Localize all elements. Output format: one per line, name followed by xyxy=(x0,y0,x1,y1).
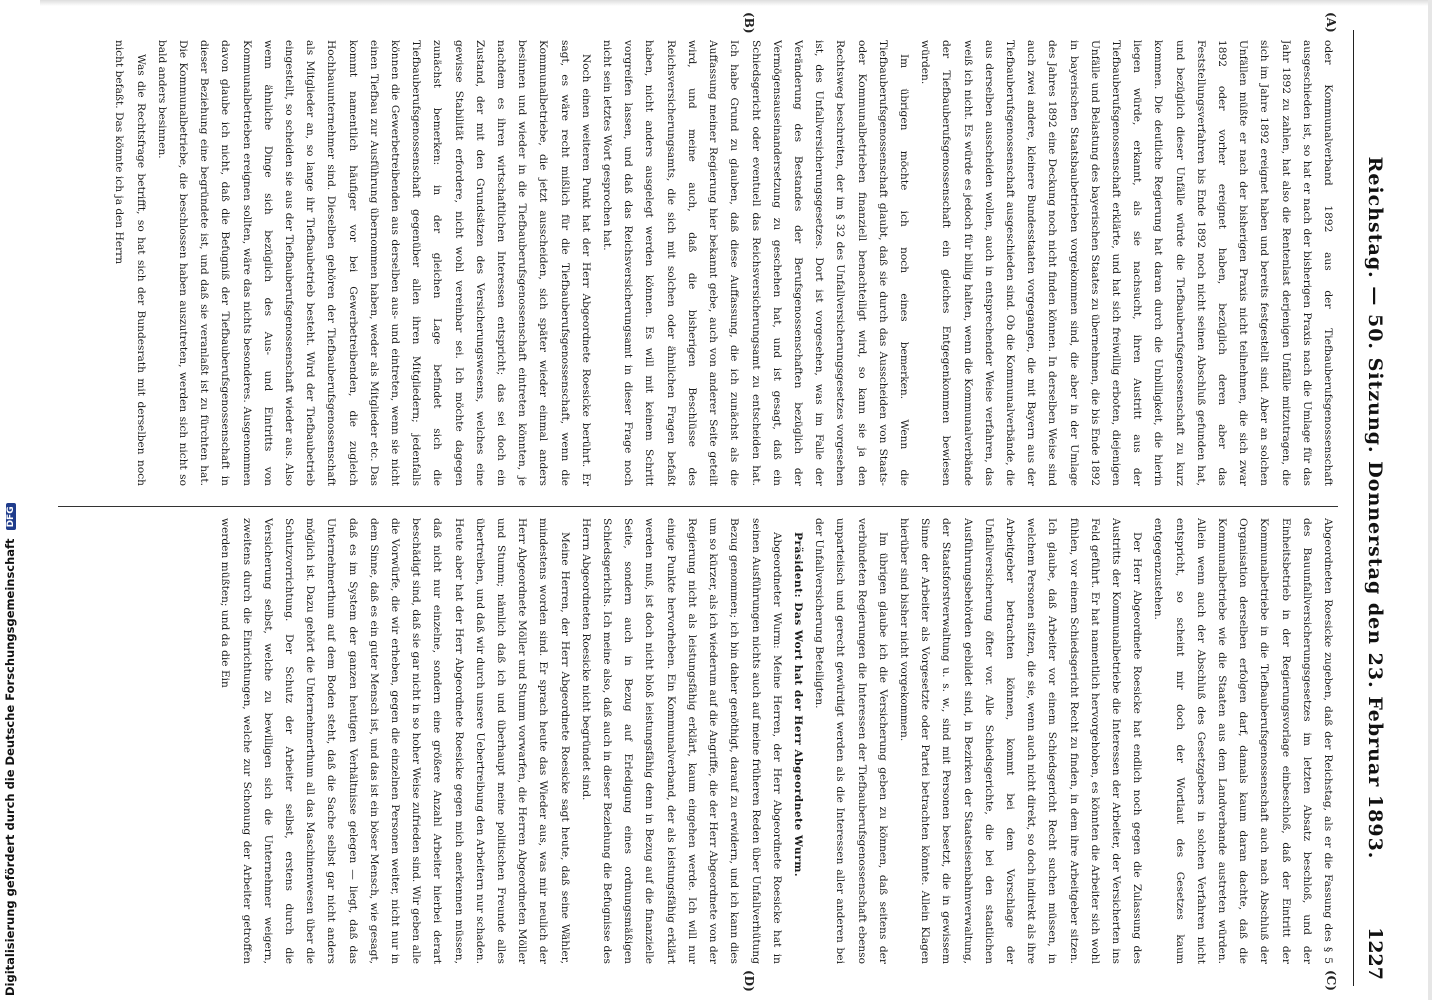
dfg-funding-note xyxy=(3,6,17,996)
paragraph: Im übrigen möchte ich noch eines bemerken. Wenn die Tiefbauberufsgenossenschaft glaubt, daß sie durch das Ausscheiden von Staats- oder Kommunalbetrieben finanziell benachteiligt wird, so kann sie ja den Rechtsweg beschreiten, der im § 32 des Unfallversicherungsgesetzes vorgesehen ist, des Unfallversicherungsgesetzes. Dort ist vorgesehen, was im Falle der Veränderung des Bestandes der Berufsgenossenschaften bezüglich der Vermögensauseinandersetzung zu geschehen hat, und ist gesagt, daß ein Schiedsgericht oder eventuell das Reichsversicherungsamt zu entscheiden hat. Ich habe Grund zu glauben, daß diese Auffassung, die ich zunächst als die Auffassung meiner Regierung hier bekannt gebe, auch von anderer Seite geteilt wird, und meine auch, daß die bisherigen Beschlüsse des Reichsversicherungsamts, die sich mit solchen oder ähnlichen Fragen befaßt haben, nicht anders ausgelegt werden können. Es will mit keinem Schritt vorgreifen lassen, und daß das Reichsversicherungsamt in dieser Frage noch nicht sein letztes Wort gesprochen hat. xyxy=(601,40,910,486)
paragraph: Meine Herren, der Herr Abgeordnete Roesicke sagt heute, daß seine Wähler, mindestens worden sind. Er sprach heute das Wieder aus, was mir neulich der Herr Abgeordnete Möller und Stumm vorwarfen, die Herren Abgeordneten Möller und Stumm; nämlich daß ich und überhaupt meine politischen Freunde alles übertreiben, und daß wir durch unsere Uebertreibung den Arbeitern nur schaden. Heute aber hat der Herr Abgeordnete Roesicke gegen mich anerkennen müssen, daß nicht nur einzelne, sondern eine größere Anzahl Arbeiter hierbei derart beschädigt sind, daß sie gar nicht in so hoher Weise zufrieden sind. Wir geben alle die Vorwürfe, die wir erheben, gegen die einzelnen Personen weiter, nicht nur in dem Sinne, daß es ein guter Mensch ist, und das ist ein böser Mensch, wie gesagt, daß es im System der ganzen heutigen Verhältnisse gelegen — liegt, daß das Unternehmerthum auf dem Boden steht, daß die Sache selbst gar nicht anders möglich ist. Dazu gehört die Unternehmerthum all das Maschinenwesen über die Schutzvorrichtung. Der Schutz der Arbeiter selbst, erstens durch die Versicherung selbst, welche zu bewilligen sich die Unternehmer weigern, zweitens durch die Einrichtungen, welche zur Schonung der Arbeiter getroffen werden müßten; und da die Ein xyxy=(219,518,571,964)
column-divider xyxy=(58,506,1338,507)
page-number: 1227 xyxy=(1364,927,1386,980)
paragraph: Abgeordneten Roesicke zugeben, daß der Reichstag, als er die Fassung des § 5 des Bauunfallversicherungsgesetzes im letzten Absatz beschloß, und der Einheitsbetrieb in der Regierungsvorlage einbeschloß, daß der Eintritt der Kommunalbetriebe in die Tiefbauberufsgenossenschaft auch nach Abschluß der Organisation derselben erfolgen darf, damals kaum daran dachte, daß die Kommunalbetriebe wie die Staaten aus dem Landverbande austreten würden. Allein wenn auch der Abschluß des Gesetzgebers in solchen Verfahren nicht entspricht, so scheint mir doch der Wortlaut des Gesetzes kaum entgegenzustehen. xyxy=(1152,518,1334,964)
paragraph: Der Herr Abgeordnete Roesicke hat endlich noch gegen die Zulassung des Austritts der Kommunalbetriebe die Interessen der Arbeiter, der Versicherten ins Feld geführt. Er hat namentlich hervorgehoben, es könnten die Arbeiter sich wohl fühlen, vor einem Schiedsgericht Recht zu finden, in dem ihre Arbeitgeber sitzen. Ich glaube, daß Arbeiter vor einem Schiedsgericht Recht suchen müssen, in welchem Personen sitzen, die sie, wenn auch nicht direkt, so doch indirekt als ihre Arbeitgeber betrachten können, kommt bei dem Vorschlage der Unfallversicherung öfter vor. Alle Schiedsgerichte, die bei den staatlichen Ausführungsbehörden gebildet sind, in Bezirken der Staatseisenbahnverwaltung, der Staatsforstverwaltung u. s. w., sind mit Personen besetzt, die in gewissem Sinne der Arbeiter als Vorgesetzte oder Partei betrachten könnte. Allein Klagen hierüber sind bisher nicht vorgekommen. xyxy=(897,518,1144,964)
margin-mark-b: (B) xyxy=(742,12,756,34)
margin-mark-c: (C) xyxy=(1324,970,1338,991)
dfg-funding-text: Digitalisierung gefördert durch die Deutsche Forschungsgemeinschaft xyxy=(3,538,17,996)
margin-mark-d: (D) xyxy=(742,970,756,992)
rotated-document-page xyxy=(56,12,1396,992)
page-title: Reichstag. — 50. Sitzung. Donnerstag den 23. Februar 1893. xyxy=(1364,156,1386,860)
paragraph: Noch einen weiteren Punkt hat der Herr Abgeordnete Roesicke berührt. Er sagt, es wäre recht mißlich für die Tiefbauberufsgenossenschaft, wenn die Kommunalbetriebe, die jetzt ausscheiden, sich später wieder einmal anders besinnen und wieder in die Tiefbauberufsgenossenschaft eintreten könnten, je nachdem es ihren wirtschaftlichen Interessen entspricht; das sei doch ein Zustand, der mit den Grundsätzen des Versicherungswesens, welches eine gewisse Stabilität erfordere, nicht wohl vereinbar sei. Ich möchte dagegen zunächst bemerken: in der gleichen Lage befindet sich die Tiefbauberufsgenossenschaft gegenüber allen ihren Mitgliedern; jedenfalls können die Gewerbetreibenden aus derselben aus- und eintreten, wenn sie nicht einen Tiefbau zur Ausführung übernommen haben, weder als Mitglieder etc. Das kommt namentlich häufiger vor bei Gewerbetreibenden, die zugleich Hochbauunternehmer sind. Dieselben gehören der Tiefbauberufsgenossenschaft als Mitglieder an, so lange ihr Tiefbaubetrieb besteht. Wird der Tiefbaubetrieb eingestellt, so scheiden sie aus der Tiefbauberufsgenossenschaft wieder aus. Also wenn ähnliche Dinge sich bezüglich des Aus- und Eintritts von Kommunalbetrieben ereignen sollten, wäre das nichts besonderes. Ausgenommen davon glaube ich nicht, daß die Befugniß der Tiefbauberufsgenossenschaft in dieser Beziehung eine begründete ist, und daß sie veranlaßt ist zu fürchten hat. Die Kommunalbetriebe, die beschlossen haben auszutreten, werden sich nicht so bald anders besinnen. xyxy=(155,40,592,486)
paragraph: Im übrigen glaube ich die Versicherung geben zu können, daß seitens der verbündeten Regierungen die Interessen der Tiefbauberufsgenossenschaft ebenso unparteiisch und gerecht gewürdigt werden als die Interessen aller anderen bei der Unfallversicherung Beteiligten. xyxy=(813,518,889,964)
margin-mark-a: (A) xyxy=(1324,12,1338,33)
right-text-column xyxy=(58,518,1338,964)
speaker-line: Präsident: Das Wort hat der Herr Abgeordnete Wurm. xyxy=(791,532,804,878)
scan-edge-top xyxy=(40,0,1432,6)
paragraph: Was die Rechtsfrage betrifft, so hat sich der Bundesrath mit derselben noch nicht befaßt. Das könnte ich ja den Herrn xyxy=(113,40,147,486)
dfg-logo-icon: DFG xyxy=(6,503,16,530)
dfg-funding-strip xyxy=(0,0,40,1000)
paragraph: oder Kommunalverband 1892 aus der Tiefbauberufsgenossenschaft ausgeschieden ist, so hat er nach der bisherigen Praxis nach die Umlage für das Jahr 1892 zu zahlen, hat also die Rentenlast derjenigen Unfälle mitzutragen, die sich im Jahre 1892 ereignet haben und bereits festgestellt sind. Aber an solchen Unfällen müßte er nach der bisherigen Praxis nicht teilnehmen, die sich zwar 1892 oder vorher ereignet haben, bezüglich deren aber das Feststellungsverfahren bis Ende 1892 noch nicht seinen Abschluß gefunden hat, und bezüglich dieser Unfälle würde die Tiefbauberufsgenossenschaft zu kurz kommen. Die deutliche Regierung hat daran durch die Unbilligkeit, die hierin liegen würde, erkannt, als sie nachsucht, ihren Austritt aus der Tiefbauberufsgenossenschaft erklärte, und hat sich freiwillig erboten, diejenigen Unfälle und Belastung des bayerischen Staates zu übernehmen, die bis Ende 1892 in bayerischen Staatsbaubetrieben vorgekommen sind, die aber in der Umlage des Jahres 1892 eine Deckung noch nicht finden können. In derselben Weise sind auch zwei andere, kleinere Bundesstaaten vorgegangen, die mit Bayern aus der Tiefbauberufsgenossenschaft ausgeschieden sind. Ob die Kommunalverbände, die aus derselben ausscheiden wollen, auch in entsprechender Weise verfahren, das weiß ich nicht. Es würde es jedoch für billig halten, wenn die Kommunalverbände der Tiefbauberufsgenossenschaft ein gleiches Entgegenkommen bewiesen würden. xyxy=(919,40,1334,486)
paragraph: Abgeordneter Wurm: Meine Herren, der Herr Abgeordnete Roesicke hat in seinen Ausführungen nichts auch auf meine früheren Reden über Unfallverhütung Bezug genommen; ich bin daher genöthigt, darauf zu erwidern, und ich kann dies um so kürzer, als ich wiederum auf die Angriffe, die der Herr Abgeordnete von der Regierung nicht als leistungsfähig erklärt, kaum eingehen werde. Ich will nur einige Punkte hervorheben. Ein Kommunalverband, der als leistungsfähig erklärt werden muß, ist doch nicht bloß leistungsfähig denn in Bezug auf die finanzielle Seite, sondern auch in Bezug auf Erledigung eines ordnungsmäßigen Schiedsgerichts. Ich meine also, daß auch in dieser Beziehung die Befugnisse des Herrn Abgeordneten Roesicke nicht begründet sind. xyxy=(579,518,783,964)
left-text-column xyxy=(58,40,1338,486)
scan-edge-right xyxy=(1428,0,1432,1000)
running-head xyxy=(1353,30,1396,986)
